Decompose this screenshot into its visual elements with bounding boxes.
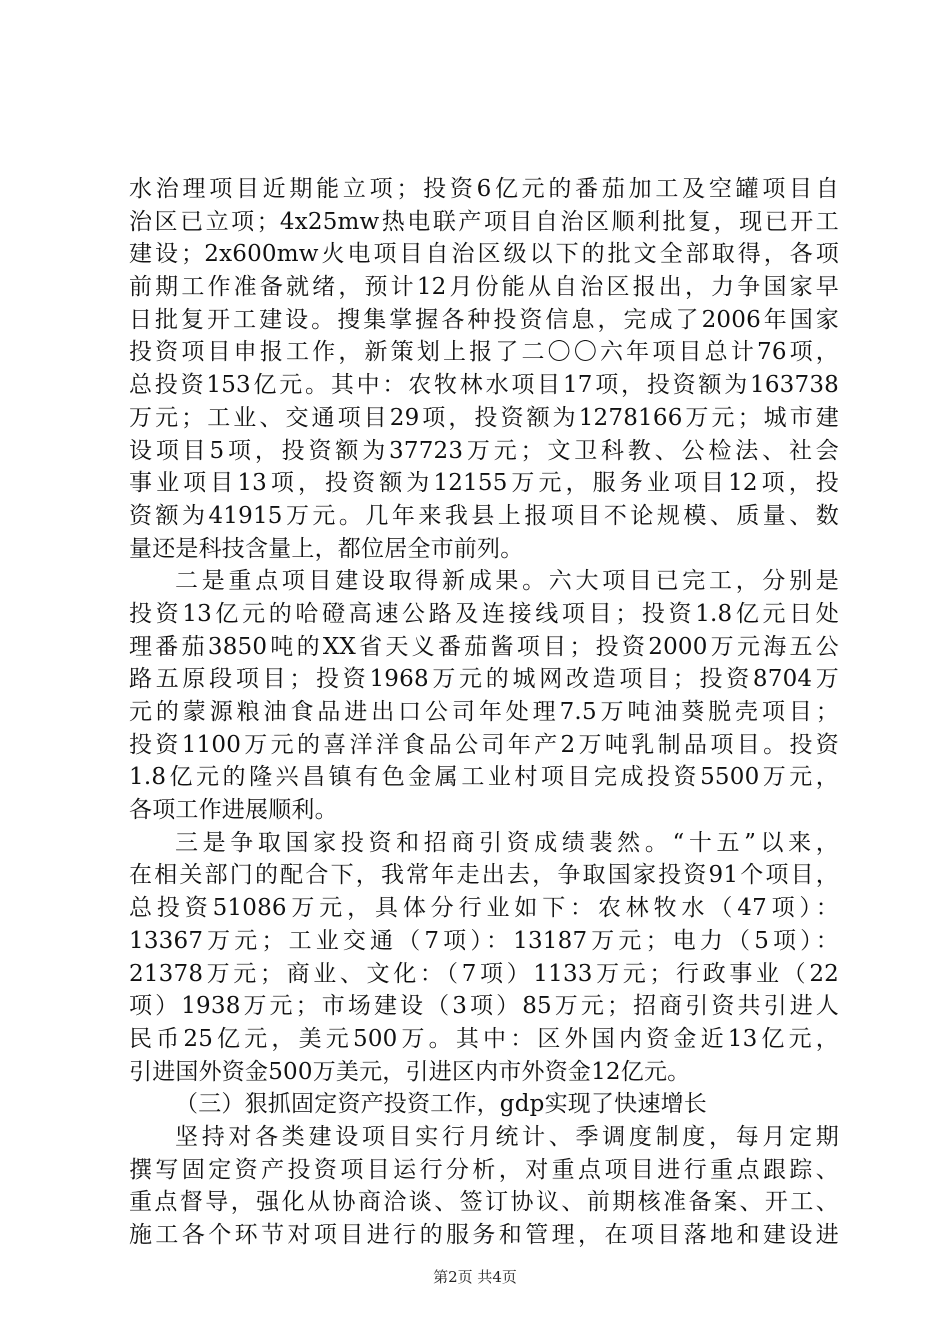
- text-line: 建设；2x600mw火电项目自治区级以下的批文全部取得，各项: [129, 241, 839, 268]
- text-line: 民币25亿元，美元500万。其中：区外国内资金近13亿元，: [129, 1025, 839, 1052]
- text-line: 21378万元；商业、文化：（7项）1133万元；行政事业（22: [129, 960, 839, 987]
- document-body: [129, 173, 839, 1252]
- text-line: 元的蒙源粮油食品进出口公司年处理7.5万吨油葵脱壳项目；: [129, 699, 839, 725]
- text-line: 总投资153亿元。其中：农牧林水项目17项，投资额为163738: [129, 372, 839, 399]
- text-line: 13367万元；工业交通（7项）：13187万元；电力（5项）：: [129, 927, 839, 954]
- text-line: 日批复开工建设。搜集掌握各种投资信息，完成了2006年国家: [129, 306, 839, 333]
- text-line: 1.8亿元的隆兴昌镇有色金属工业村项目完成投资5500万元，: [129, 764, 839, 791]
- page-number-footer: 第2页 共4页: [433, 1268, 517, 1286]
- text-line: 路五原段项目；投资1968万元的城网改造项目；投资8704万: [129, 666, 839, 693]
- text-line: 投资13亿元的哈磴高速公路及连接线项目；投资1.8亿元日处: [129, 600, 839, 627]
- text-line: 撰写固定资产投资项目运行分析，对重点项目进行重点跟踪、: [129, 1156, 839, 1183]
- text-line: 理番茄3850吨的XX省天义番茄酱项目；投资2000万元海五公: [129, 633, 839, 660]
- text-line: 资额为41915万元。几年来我县上报项目不论规模、质量、数: [129, 502, 839, 529]
- text-line: 总投资51086万元，具体分行业如下：农林牧水（47项）：: [129, 895, 839, 922]
- text-line: 各项工作进展顺利。: [129, 797, 338, 824]
- text-line: 投资项目申报工作，新策划上报了二〇〇六年项目总计76项，: [129, 339, 839, 366]
- text-line: 项）1938万元；市场建设（3项）85万元；招商引资共引进人: [129, 993, 839, 1020]
- text-line: 事业项目13项，投资额为12155万元，服务业项目12项，投: [129, 470, 839, 497]
- text-line: 引进国外资金500万美元，引进区内市外资金12亿元。: [129, 1058, 691, 1085]
- text-line: 重点督导，强化从协商洽谈、签订协议、前期核准备案、开工、: [129, 1189, 839, 1216]
- text-line: 设项目5项，投资额为37723万元；文卫科教、公检法、社会: [129, 437, 839, 464]
- text-line: 施工各个环节对项目进行的服务和管理，在项目落地和建设进: [129, 1222, 839, 1248]
- text-line: 在相关部门的配合下，我常年走出去，争取国家投资91个项目，: [129, 862, 839, 889]
- text-line: 量还是科技含量上，都位居全市前列。: [129, 535, 524, 562]
- paragraph-start: 坚持对各类建设项目实行月统计、季调度制度，每月定期: [175, 1123, 839, 1150]
- paragraph-start: 二是重点项目建设取得新成果。六大项目已完工，分别是: [175, 568, 839, 595]
- section-heading: （三）狠抓固定资产投资工作，gdp实现了快速增长: [175, 1091, 707, 1118]
- paragraph-start: 三是争取国家投资和招商引资成绩裴然。“十五”以来，: [175, 829, 839, 856]
- text-line: 治区已立项；4x25mw热电联产项目自治区顺利批复，现已开工: [129, 208, 839, 235]
- text-line: 水治理项目近期能立项；投资6亿元的番茄加工及空罐项目自: [129, 176, 839, 202]
- text-line: 前期工作准备就绪，预计12月份能从自治区报出，力争国家早: [129, 274, 839, 301]
- text-line: 万元；工业、交通项目29项，投资额为1278166万元；城市建: [129, 404, 839, 431]
- text-line: 投资1100万元的喜洋洋食品公司年产2万吨乳制品项目。投资: [129, 731, 839, 758]
